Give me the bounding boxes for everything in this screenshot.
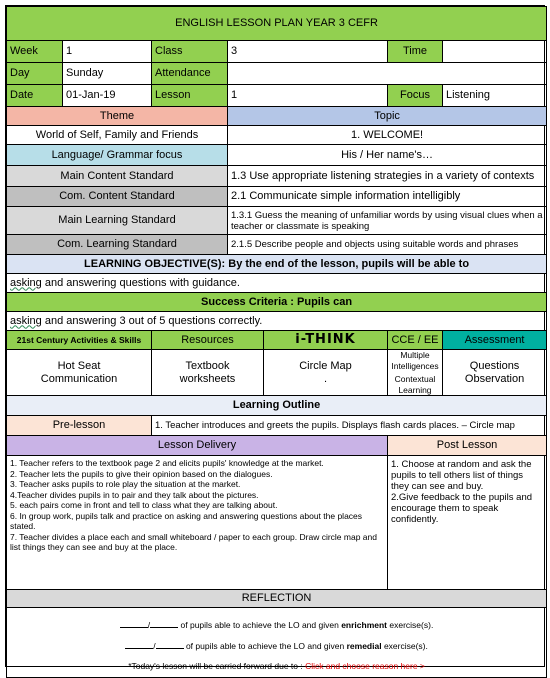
delivery-step: 6. In group work, pupils talk and practice on asking and answering questions about the places stated. [10,510,363,531]
com-learning-standard-label: Com. Learning Standard [7,235,228,255]
delivery-step: 4.Teacher divides pupils in to pair and they talk about the pictures. [10,489,259,500]
com-content-standard-value[interactable]: 2.1 Communicate simple information intelligibly [228,187,547,207]
class-value[interactable]: 3 [228,41,388,63]
main-content-standard-value[interactable]: 1.3 Use appropriate listening strategies in a variety of contexts [228,166,547,187]
cce-line-2: Contextual Learning [394,374,436,395]
com-learning-standard-value[interactable]: 2.1.5 Describe people and objects using suitable words and phrases [228,235,547,255]
date-label: Date [7,85,63,107]
main-content-standard-label: Main Content Standard [7,166,228,187]
theme-heading: Theme [7,107,228,126]
assessment-label: Assessment [443,331,547,350]
reflection-body[interactable] [7,608,547,678]
language-focus-value[interactable]: His / Her name's… [228,145,547,166]
topic-value[interactable]: 1. WELCOME! [228,126,547,145]
carry-forward-line: *Today's lesson will be carried forward due to : Click and choose reason here > [128,660,425,671]
resources-value[interactable] [152,350,264,396]
post-step: 2.Give feedback to the pupils and encourage them to speak confidently. [391,492,533,525]
delivery-step: 3. Teacher asks pupils to role play the situation at the market. [10,479,241,489]
topic-heading: Topic [228,107,547,126]
main-learning-standard-label: Main Learning Standard [7,207,228,235]
time-label: Time [388,41,443,63]
resources-line-1: Textbook [185,359,230,372]
success-criteria-text[interactable] [7,312,547,331]
ithink-value[interactable] [264,350,388,396]
reflection-remedial-line: / of pupils able to achieve the LO and given remedial exercise(s). [10,639,543,652]
assessment-line-2: Observation [464,372,525,385]
reflection-heading: REFLECTION [7,590,547,608]
attendance-value[interactable] [228,63,547,85]
ithink-line-1: Circle Map [299,359,352,372]
century-line-2: Communication [40,372,118,385]
learning-outline-heading: Learning Outline [7,396,547,416]
lesson-label: Lesson [152,85,228,107]
objective-first-word: asking [10,276,42,289]
cce-line-1: Multiple Intelligences [391,350,439,371]
lesson-delivery-steps[interactable] [7,456,388,590]
century-skills-label: 21st Century Activities & Skills [7,331,152,350]
ithink-label [264,331,388,350]
delivery-step: 7. Teacher divides a place each and small whiteboard / paper to each group. Draw circle map and list things they can see and buy at the place. [10,531,377,552]
learning-objectives-heading: LEARNING OBJECTIVE(S): By the end of the lesson, pupils will be able to [7,255,547,274]
lesson-plan-title: ENGLISH LESSON PLAN YEAR 3 CEFR [7,7,547,41]
objective-rest: and answering questions with guidance. [41,276,240,289]
post-step: 1. Choose at random and ask the pupils to tell others list of things they can see and buy. [391,459,532,492]
cce-value[interactable] [388,350,443,396]
success-rest: and answering 3 out of 5 questions correctly. [41,314,263,327]
pre-lesson-label: Pre-lesson [7,416,152,436]
learning-objectives-text[interactable] [7,274,547,293]
assessment-line-1: Questions [469,359,520,372]
day-value[interactable]: Sunday [63,63,152,85]
reflection-enrichment-line: / of pupils able to achieve the LO and given enrichment exercise(s). [10,618,543,631]
century-skills-value[interactable] [7,350,152,396]
ithink-line-2: . [323,372,328,385]
post-lesson-heading: Post Lesson [388,436,547,456]
post-lesson-steps[interactable] [388,456,547,590]
focus-label: Focus [388,85,443,107]
assessment-value[interactable] [443,350,547,396]
day-label: Day [7,63,63,85]
resources-label: Resources [152,331,264,350]
language-focus-label: Language/ Grammar focus [7,145,228,166]
main-learning-standard-value[interactable]: 1.3.1 Guess the meaning of unfamiliar words by using visual clues when a teacher or classmate is speaking [228,207,547,235]
delivery-step: 1. Teacher refers to the textbook page 2 and elicits pupils' knowledge at the market. [10,458,324,468]
class-label: Class [152,41,228,63]
theme-value[interactable]: World of Self, Family and Friends [7,126,228,145]
lesson-plan-sheet [5,5,545,671]
week-label: Week [7,41,63,63]
resources-line-2: worksheets [179,372,236,385]
lesson-delivery-heading: Lesson Delivery [7,436,388,456]
week-value[interactable]: 1 [63,41,152,63]
lesson-plan-table [6,6,547,678]
focus-value[interactable]: Listening [443,85,547,107]
ithink-logo: i-THINK [295,332,356,347]
delivery-step: 5. each pairs come in front and tell to class what they are talking about. [10,500,278,510]
cce-label: CCE / EE [388,331,443,350]
time-value[interactable] [443,41,547,63]
pre-lesson-text[interactable]: 1. Teacher introduces and greets the pupils. Displays flash cards places. – Circle map [152,416,547,436]
date-value[interactable]: 01-Jan-19 [63,85,152,107]
success-first-word: asking [10,314,42,327]
century-line-1: Hot Seat [57,359,101,372]
com-content-standard-label: Com. Content Standard [7,187,228,207]
attendance-label: Attendance [152,63,228,85]
success-criteria-heading: Success Criteria : Pupils can [7,293,547,312]
lesson-value[interactable]: 1 [228,85,388,107]
carry-forward-reason-dropdown[interactable]: Click and choose reason here > [305,660,425,671]
delivery-step: 2. Teacher lets the pupils to give their opinion based on the dialogues. [10,468,273,479]
